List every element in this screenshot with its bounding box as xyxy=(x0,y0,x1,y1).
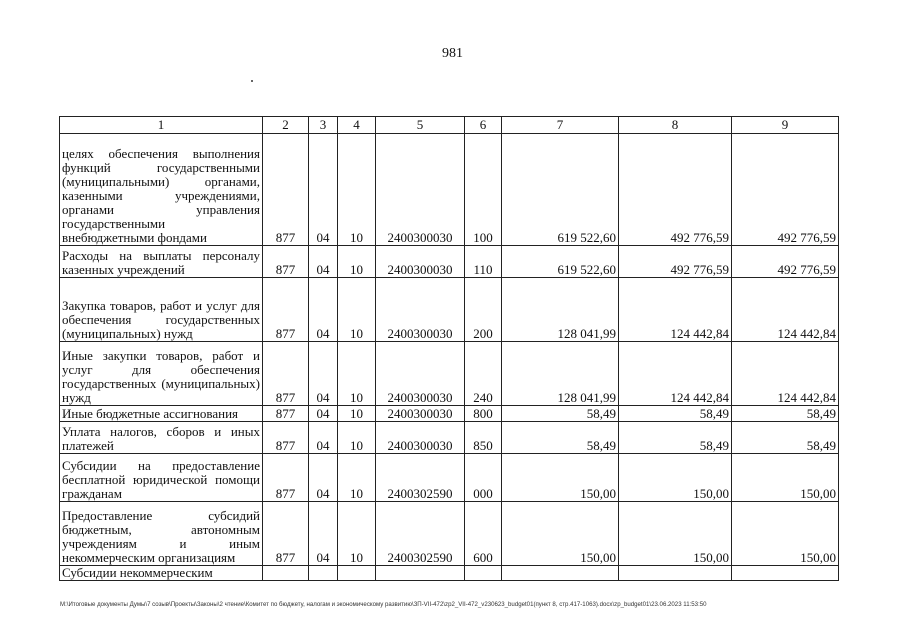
cell-c9: 492 776,59 xyxy=(732,246,839,278)
cell-c8: 124 442,84 xyxy=(619,278,732,342)
table-row xyxy=(60,502,839,566)
document-path-footer: M:\Итоговые документы Думы\7 созыв\Проекты\Законы\2 чтение\Комитет по бюджету, налогам и экономическому развитию\ЗП-VII-472\zp2_VII-472_v230623_budget01(пункт 8, стр.417-1063).docx\zp_budget01\23.06.2023 11:53:50 xyxy=(60,601,707,608)
cell-c2 xyxy=(263,566,309,581)
cell-c3 xyxy=(309,566,338,581)
cell-c9: 124 442,84 xyxy=(732,278,839,342)
cell-c8: 150,00 xyxy=(619,502,732,566)
cell-c7: 150,00 xyxy=(502,502,619,566)
header-cell: 4 xyxy=(338,117,376,134)
cell-c2: 877 xyxy=(263,342,309,406)
header-cell: 2 xyxy=(263,117,309,134)
cell-c2: 877 xyxy=(263,134,309,246)
table-row xyxy=(60,406,839,422)
cell-c6: 100 xyxy=(465,134,502,246)
cell-c5: 2400300030 xyxy=(376,406,465,422)
cell-c6: 600 xyxy=(465,502,502,566)
cell-c5: 2400300030 xyxy=(376,422,465,454)
header-cell: 5 xyxy=(376,117,465,134)
table-row xyxy=(60,454,839,502)
header-row xyxy=(60,117,839,134)
cell-c6: 800 xyxy=(465,406,502,422)
header-cell: 3 xyxy=(309,117,338,134)
cell-c3: 04 xyxy=(309,406,338,422)
cell-c2: 877 xyxy=(263,422,309,454)
cell-c6: 000 xyxy=(465,454,502,502)
cell-c9: 58,49 xyxy=(732,422,839,454)
cell-c5: 2400300030 xyxy=(376,134,465,246)
cell-c3: 04 xyxy=(309,278,338,342)
cell-c6: 850 xyxy=(465,422,502,454)
cell-c7: 58,49 xyxy=(502,406,619,422)
cell-c9: 124 442,84 xyxy=(732,342,839,406)
row-description: целях обеспечения выполнения функций государственными (муниципальными) органами, казенными учреждениями, органами управления государственными внебюджетными фондами xyxy=(60,134,263,246)
cell-c6: 240 xyxy=(465,342,502,406)
cell-c9: 150,00 xyxy=(732,502,839,566)
row-description: Субсидии на предоставление бесплатной юридической помощи гражданам xyxy=(60,454,263,502)
cell-c7: 150,00 xyxy=(502,454,619,502)
cell-c4: 10 xyxy=(338,454,376,502)
cell-c9: 58,49 xyxy=(732,406,839,422)
row-description: Предоставление субсидий бюджетным, автономным учреждениям и иным некоммерческим организациям xyxy=(60,502,263,566)
cell-c2: 877 xyxy=(263,454,309,502)
table-row xyxy=(60,246,839,278)
cell-c7: 619 522,60 xyxy=(502,134,619,246)
cell-c4 xyxy=(338,566,376,581)
cell-c9: 150,00 xyxy=(732,454,839,502)
table-row xyxy=(60,278,839,342)
cell-c6: 110 xyxy=(465,246,502,278)
cell-c2: 877 xyxy=(263,406,309,422)
budget-table xyxy=(59,116,839,581)
row-description: Закупка товаров, работ и услуг для обеспечения государственных (муниципальных) нужд xyxy=(60,278,263,342)
cell-c2: 877 xyxy=(263,278,309,342)
cell-c6 xyxy=(465,566,502,581)
cell-c2: 877 xyxy=(263,502,309,566)
table-row xyxy=(60,342,839,406)
cell-c4: 10 xyxy=(338,422,376,454)
table-row xyxy=(60,134,839,246)
cell-c7: 58,49 xyxy=(502,422,619,454)
cell-c8: 58,49 xyxy=(619,406,732,422)
cell-c7: 619 522,60 xyxy=(502,246,619,278)
cell-c3: 04 xyxy=(309,342,338,406)
cell-c3: 04 xyxy=(309,454,338,502)
cell-c3: 04 xyxy=(309,502,338,566)
scan-speck xyxy=(251,80,253,82)
table-row xyxy=(60,422,839,454)
cell-c8 xyxy=(619,566,732,581)
cell-c2: 877 xyxy=(263,246,309,278)
cell-c5: 2400302590 xyxy=(376,502,465,566)
row-description: Расходы на выплаты персоналу казенных учреждений xyxy=(60,246,263,278)
cell-c4: 10 xyxy=(338,502,376,566)
header-cell: 8 xyxy=(619,117,732,134)
cell-c8: 492 776,59 xyxy=(619,246,732,278)
header-cell: 6 xyxy=(465,117,502,134)
cell-c9 xyxy=(732,566,839,581)
cell-c9: 492 776,59 xyxy=(732,134,839,246)
header-cell: 7 xyxy=(502,117,619,134)
header-cell: 9 xyxy=(732,117,839,134)
cell-c7: 128 041,99 xyxy=(502,278,619,342)
cell-c5: 2400302590 xyxy=(376,454,465,502)
cell-c4: 10 xyxy=(338,406,376,422)
table-row xyxy=(60,566,839,581)
cell-c4: 10 xyxy=(338,278,376,342)
cell-c4: 10 xyxy=(338,134,376,246)
page-number: 981 xyxy=(442,46,463,61)
row-description: Уплата налогов, сборов и иных платежей xyxy=(60,422,263,454)
cell-c8: 492 776,59 xyxy=(619,134,732,246)
cell-c4: 10 xyxy=(338,342,376,406)
cell-c7: 128 041,99 xyxy=(502,342,619,406)
cell-c3: 04 xyxy=(309,134,338,246)
cell-c6: 200 xyxy=(465,278,502,342)
cell-c5 xyxy=(376,566,465,581)
cell-c8: 124 442,84 xyxy=(619,342,732,406)
header-cell: 1 xyxy=(60,117,263,134)
row-description: Иные закупки товаров, работ и услуг для обеспечения государственных (муниципальных) нужд xyxy=(60,342,263,406)
cell-c7 xyxy=(502,566,619,581)
cell-c3: 04 xyxy=(309,246,338,278)
cell-c5: 2400300030 xyxy=(376,342,465,406)
cell-c3: 04 xyxy=(309,422,338,454)
cell-c5: 2400300030 xyxy=(376,278,465,342)
cell-c4: 10 xyxy=(338,246,376,278)
row-description: Иные бюджетные ассигнования xyxy=(60,406,263,422)
cell-c5: 2400300030 xyxy=(376,246,465,278)
row-description: Субсидии некоммерческим xyxy=(60,566,263,581)
cell-c8: 150,00 xyxy=(619,454,732,502)
cell-c8: 58,49 xyxy=(619,422,732,454)
